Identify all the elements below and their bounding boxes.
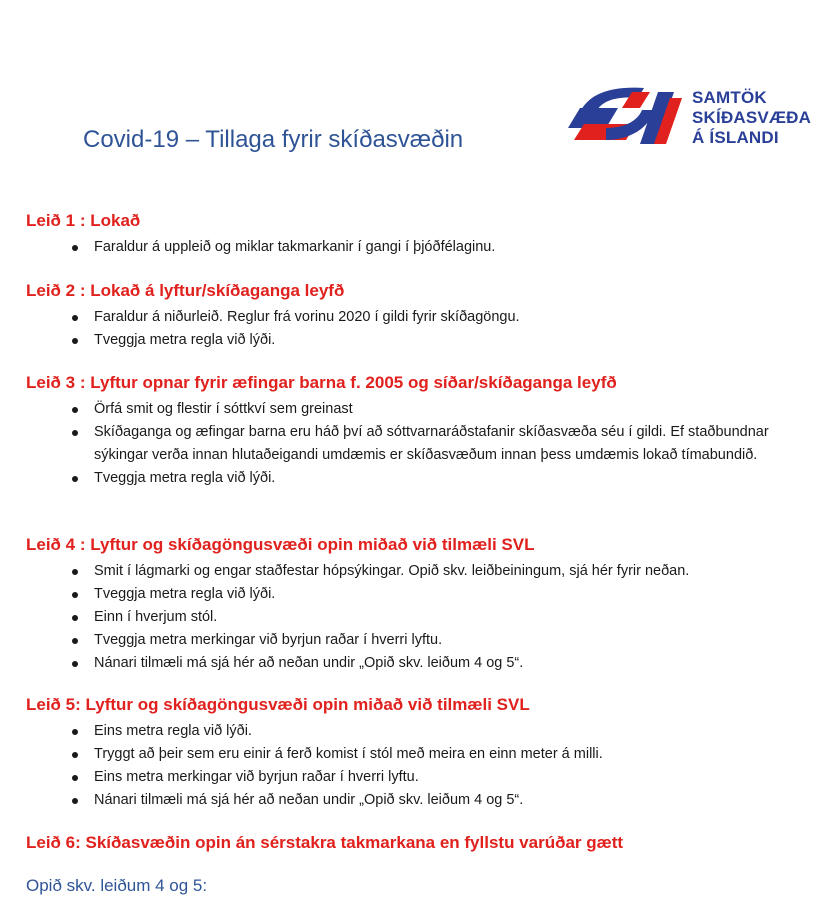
list-item [94,606,806,629]
list-item [94,583,806,606]
list-item-text: Einn í hverjum stól. [94,609,218,625]
list-item-text: Tveggja metra regla við lýði. [94,332,276,348]
bullet-icon [72,430,78,436]
section-leid-2 [26,280,806,352]
bullet-list [26,306,806,352]
list-item [94,766,806,789]
section-leid-3 [26,372,806,490]
section-leid-6 [26,832,806,854]
subheading-open-leid-4-5: Opið skv. leiðum 4 og 5: [26,876,208,895]
bullet-icon [72,638,78,644]
logo-line-3: Á ÍSLANDI [692,128,779,147]
page-title: Covid-19 – Tillaga fyrir skíðasvæðin [83,126,464,153]
list-item-text: Faraldur á niðurleið. Reglur frá vorinu 2020 í gildi fyrir skíðagöngu. [94,309,520,325]
list-item [94,743,806,766]
list-item-text: Örfá smit og flestir í sóttkví sem greinast [94,401,353,417]
ssi-logo-wordmark [692,88,811,148]
bullet-icon [72,476,78,482]
logo-line-2: SKÍÐASVÆÐA [692,108,812,127]
list-item [94,720,806,743]
section-heading: Leið 5: Lyftur og skíðagöngusvæði opin miðað við tilmæli SVL [26,695,530,714]
ssi-logo [566,84,812,154]
list-item [94,306,806,329]
list-item-text: Nánari tilmæli má sjá hér að neðan undir „Opið skv. leiðum 4 og 5“. [94,792,524,808]
list-item [94,652,806,675]
list-item [94,236,806,259]
list-item-text: Tryggt að þeir sem eru einir á ferð komist í stól með meira en einn meter á milli. [94,746,603,762]
section-heading: Leið 4 : Lyftur og skíðagöngusvæði opin miðað við tilmæli SVL [26,535,535,554]
list-item [94,467,806,490]
logo-line-1: SAMTÖK [692,88,767,107]
bullet-icon [72,752,78,758]
list-item [94,421,806,467]
section-heading: Leið 6: Skíðasvæðin opin án sérstakra takmarkana en fyllstu varúðar gætt [26,833,624,852]
list-item-text: Faraldur á uppleið og miklar takmarkanir í gangi í þjóðfélaginu. [94,239,496,255]
bullet-icon [72,729,78,735]
bullet-list [26,398,806,490]
list-item-text: Tveggja metra merkingar við byrjun raðar í hverri lyftu. [94,632,443,648]
bullet-icon [72,315,78,321]
ssi-logo-mark [566,84,690,154]
list-item-text: Eins metra merkingar við byrjun raðar í hverri lyftu. [94,769,419,785]
list-item-text: Nánari tilmæli má sjá hér að neðan undir „Opið skv. leiðum 4 og 5“. [94,655,524,671]
list-item [94,560,806,583]
bullet-icon [72,775,78,781]
bullet-icon [72,407,78,413]
section-leid-4 [26,534,806,675]
section-heading: Leið 1 : Lokað [26,211,141,230]
bullet-list [26,560,806,675]
list-item [94,329,806,352]
section-leid-5 [26,694,806,812]
list-item-text: Skíðaganga og æfingar barna eru háð því að sóttvarnaráðstafanir skíðasvæða séu í gildi. Ef staðbundnar sýkingar verða innan hlutaðeigandi umdæmis er skíðasvæðum innan þess umdæmis lokað tímabundið. [94,424,769,463]
bullet-icon [72,615,78,621]
list-item-text: Eins metra regla við lýði. [94,723,252,739]
bullet-icon [72,245,78,251]
bullet-icon [72,798,78,804]
list-item-text: Smit í lágmarki og engar staðfestar hópsýkingar. Opið skv. leiðbeiningum, sjá hér fyrir neðan. [94,563,690,579]
bullet-icon [72,338,78,344]
bullet-list [26,720,806,812]
list-item [94,398,806,421]
bullet-icon [72,592,78,598]
bullet-icon [72,661,78,667]
list-item-text: Tveggja metra regla við lýði. [94,470,276,486]
section-heading: Leið 2 : Lokað á lyftur/skíðaganga leyfð [26,281,345,300]
section-heading: Leið 3 : Lyftur opnar fyrir æfingar barna f. 2005 og síðar/skíðaganga leyfð [26,373,617,392]
list-item [94,789,806,812]
list-item-text: Tveggja metra regla við lýði. [94,586,276,602]
section-leid-1 [26,210,806,259]
bullet-icon [72,569,78,575]
list-item [94,629,806,652]
bullet-list [26,236,806,259]
